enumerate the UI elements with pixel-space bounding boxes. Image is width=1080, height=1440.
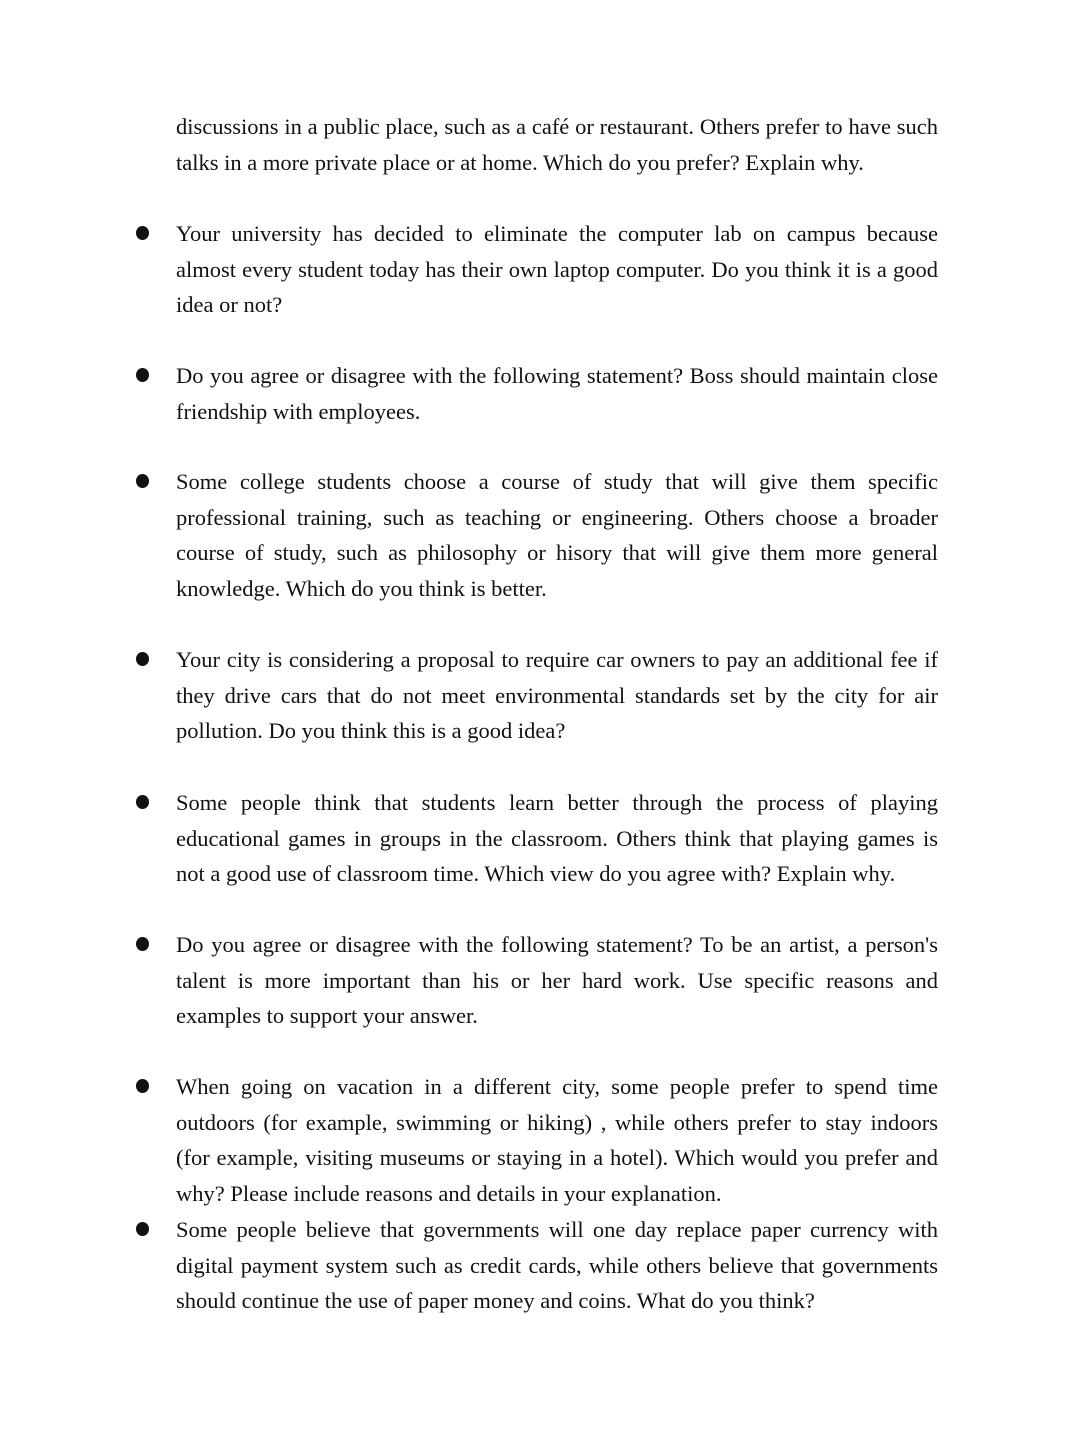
bullet-icon [136,474,149,488]
list-item-text: Do you agree or disagree with the following statement? To be an artist, a person's talent is more important than his or her hard work. Use specific reasons and examples to support your answer. [176,932,938,1029]
list-item [176,358,938,429]
bullet-icon [136,226,149,240]
bullet-icon [136,795,149,809]
list-item [176,1069,938,1211]
list-item-text: Some people believe that governments will one day replace paper currency with digital payment system such as credit cards, while others believe that governments should continue the use of paper money and coins. What do you think? [176,1217,938,1314]
bullet-icon [136,937,149,951]
list-item [176,464,938,606]
bullet-icon [136,1222,149,1236]
bullet-icon [136,652,149,666]
bullet-icon [136,1079,149,1093]
bullet-icon [136,368,149,382]
list-item-text: When going on vacation in a different city, some people prefer to spend time outdoors (for example, swimming or hiking) , while others prefer to stay indoors (for example, visiting museums or staying in a hotel). Which would you prefer and why? Please include reasons and details in your explanation. [176,1074,938,1206]
list-item-text: Some people think that students learn better through the process of playing educational games in groups in the classroom. Others think that playing games is not a good use of classroom time. Which view do you agree with? Explain why. [176,790,938,887]
list-item-text: Your city is considering a proposal to require car owners to pay an additional fee if they drive cars that do not meet environmental standards set by the city for air pollution. Do you think this is a good idea? [176,647,938,744]
list-item [176,785,938,892]
list-item [176,216,938,323]
list-item-text: Your university has decided to eliminate the computer lab on campus because almost every student today has their own laptop computer. Do you think it is a good idea or not? [176,221,938,318]
continuation-paragraph: discussions in a public place, such as a café or restaurant. Others prefer to have such talks in a more private place or at home. Which do you prefer? Explain why. [176,114,938,175]
list-item-text: Some college students choose a course of study that will give them specific professional training, such as teaching or engineering. Others choose a broader course of study, such as philosophy or hisory that will give them more general knowledge. Which do you think is better. [176,469,938,601]
list-item-text: Do you agree or disagree with the following statement? Boss should maintain close friendship with employees. [176,363,938,424]
list-item [176,642,938,749]
list-item [176,927,938,1034]
list-item [176,1212,938,1319]
